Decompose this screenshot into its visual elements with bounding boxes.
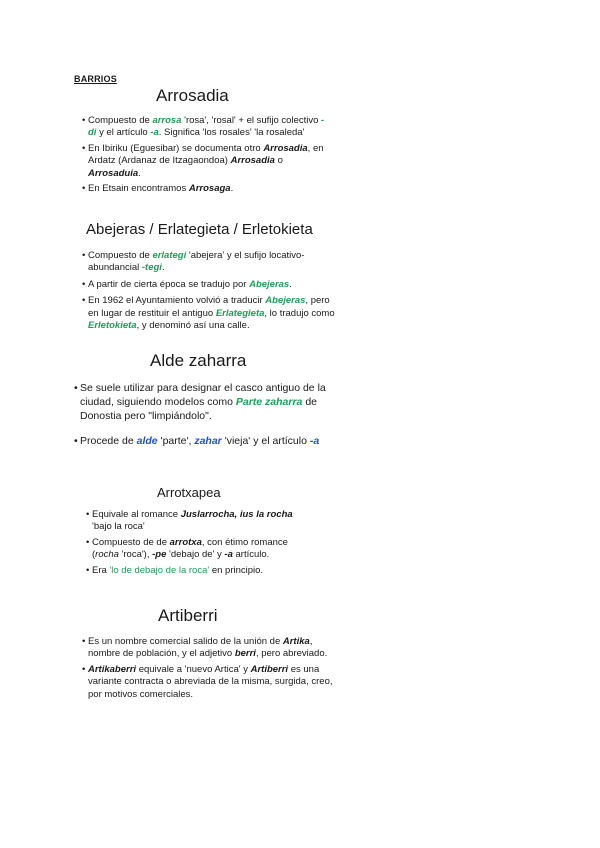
- list-item: • En Etsain encontramos Arrosaga.: [82, 183, 332, 195]
- heading-alde-zaharra: Alde zaharra: [150, 351, 247, 370]
- list-item: • Artikaberri equivale a 'nuevo Artica' y Artiberri es una variante contracta o abreviada de la misma, surgida, creo, por motivos comerciales.: [82, 664, 337, 701]
- heading-abejeras: Abejeras / Erlategieta / Erletokieta: [86, 221, 313, 238]
- heading-arrotxapea: Arrotxapea: [157, 485, 221, 500]
- list-item: • Procede de alde 'parte', zahar 'vieja' y el artículo -a: [74, 434, 334, 448]
- list-item: • Equivale al romance Juslarrocha, ius la rocha 'bajo la roca': [86, 509, 296, 534]
- list-arrosadia: [82, 115, 332, 198]
- list-artiberri: [82, 636, 337, 704]
- list-abejeras: [82, 250, 342, 336]
- heading-artiberri: Artiberri: [158, 606, 218, 625]
- list-item: • Se suele utilizar para designar el casco antiguo de la ciudad, siguiendo modelos como Parte zaharra de Donostia pero "limpiándolo".: [74, 381, 334, 423]
- list-item: • Compuesto de de arrotxa, con étimo romance (rocha 'roca'), -pe 'debajo de' y -a artículo.: [86, 537, 296, 562]
- heading-arrosadia: Arrosadia: [156, 86, 229, 105]
- list-item: • Era 'lo de debajo de la roca' en principio.: [86, 565, 296, 577]
- list-item: • En 1962 el Ayuntamiento volvió a traducir Abejeras, pero en lugar de restituir el antiguo Erlategieta, lo tradujo como Erletokieta, y denominó así una calle.: [82, 295, 342, 332]
- list-alde-zaharra: [74, 381, 334, 459]
- doc-label: BARRIOS: [74, 74, 117, 84]
- list-item: • Compuesto de erlategi 'abejera' y el sufijo locativo-abundancial -tegi.: [82, 250, 342, 275]
- list-item: • Es un nombre comercial salido de la unión de Artika, nombre de población, y el adjetivo berri, pero abreviado.: [82, 636, 337, 661]
- list-item: • En Ibiriku (Eguesibar) se documenta otro Arrosadia, en Ardatz (Ardanaz de Itzagaondoa) Arrosadia o Arrosaduia.: [82, 143, 332, 180]
- list-arrotxapea: [86, 509, 296, 580]
- list-item: • A partir de cierta época se tradujo por Abejeras.: [82, 279, 342, 291]
- list-item: • Compuesto de arrosa 'rosa', 'rosal' + el sufijo colectivo -di y el artículo -a. Significa 'los rosales' 'la rosaleda': [82, 115, 332, 140]
